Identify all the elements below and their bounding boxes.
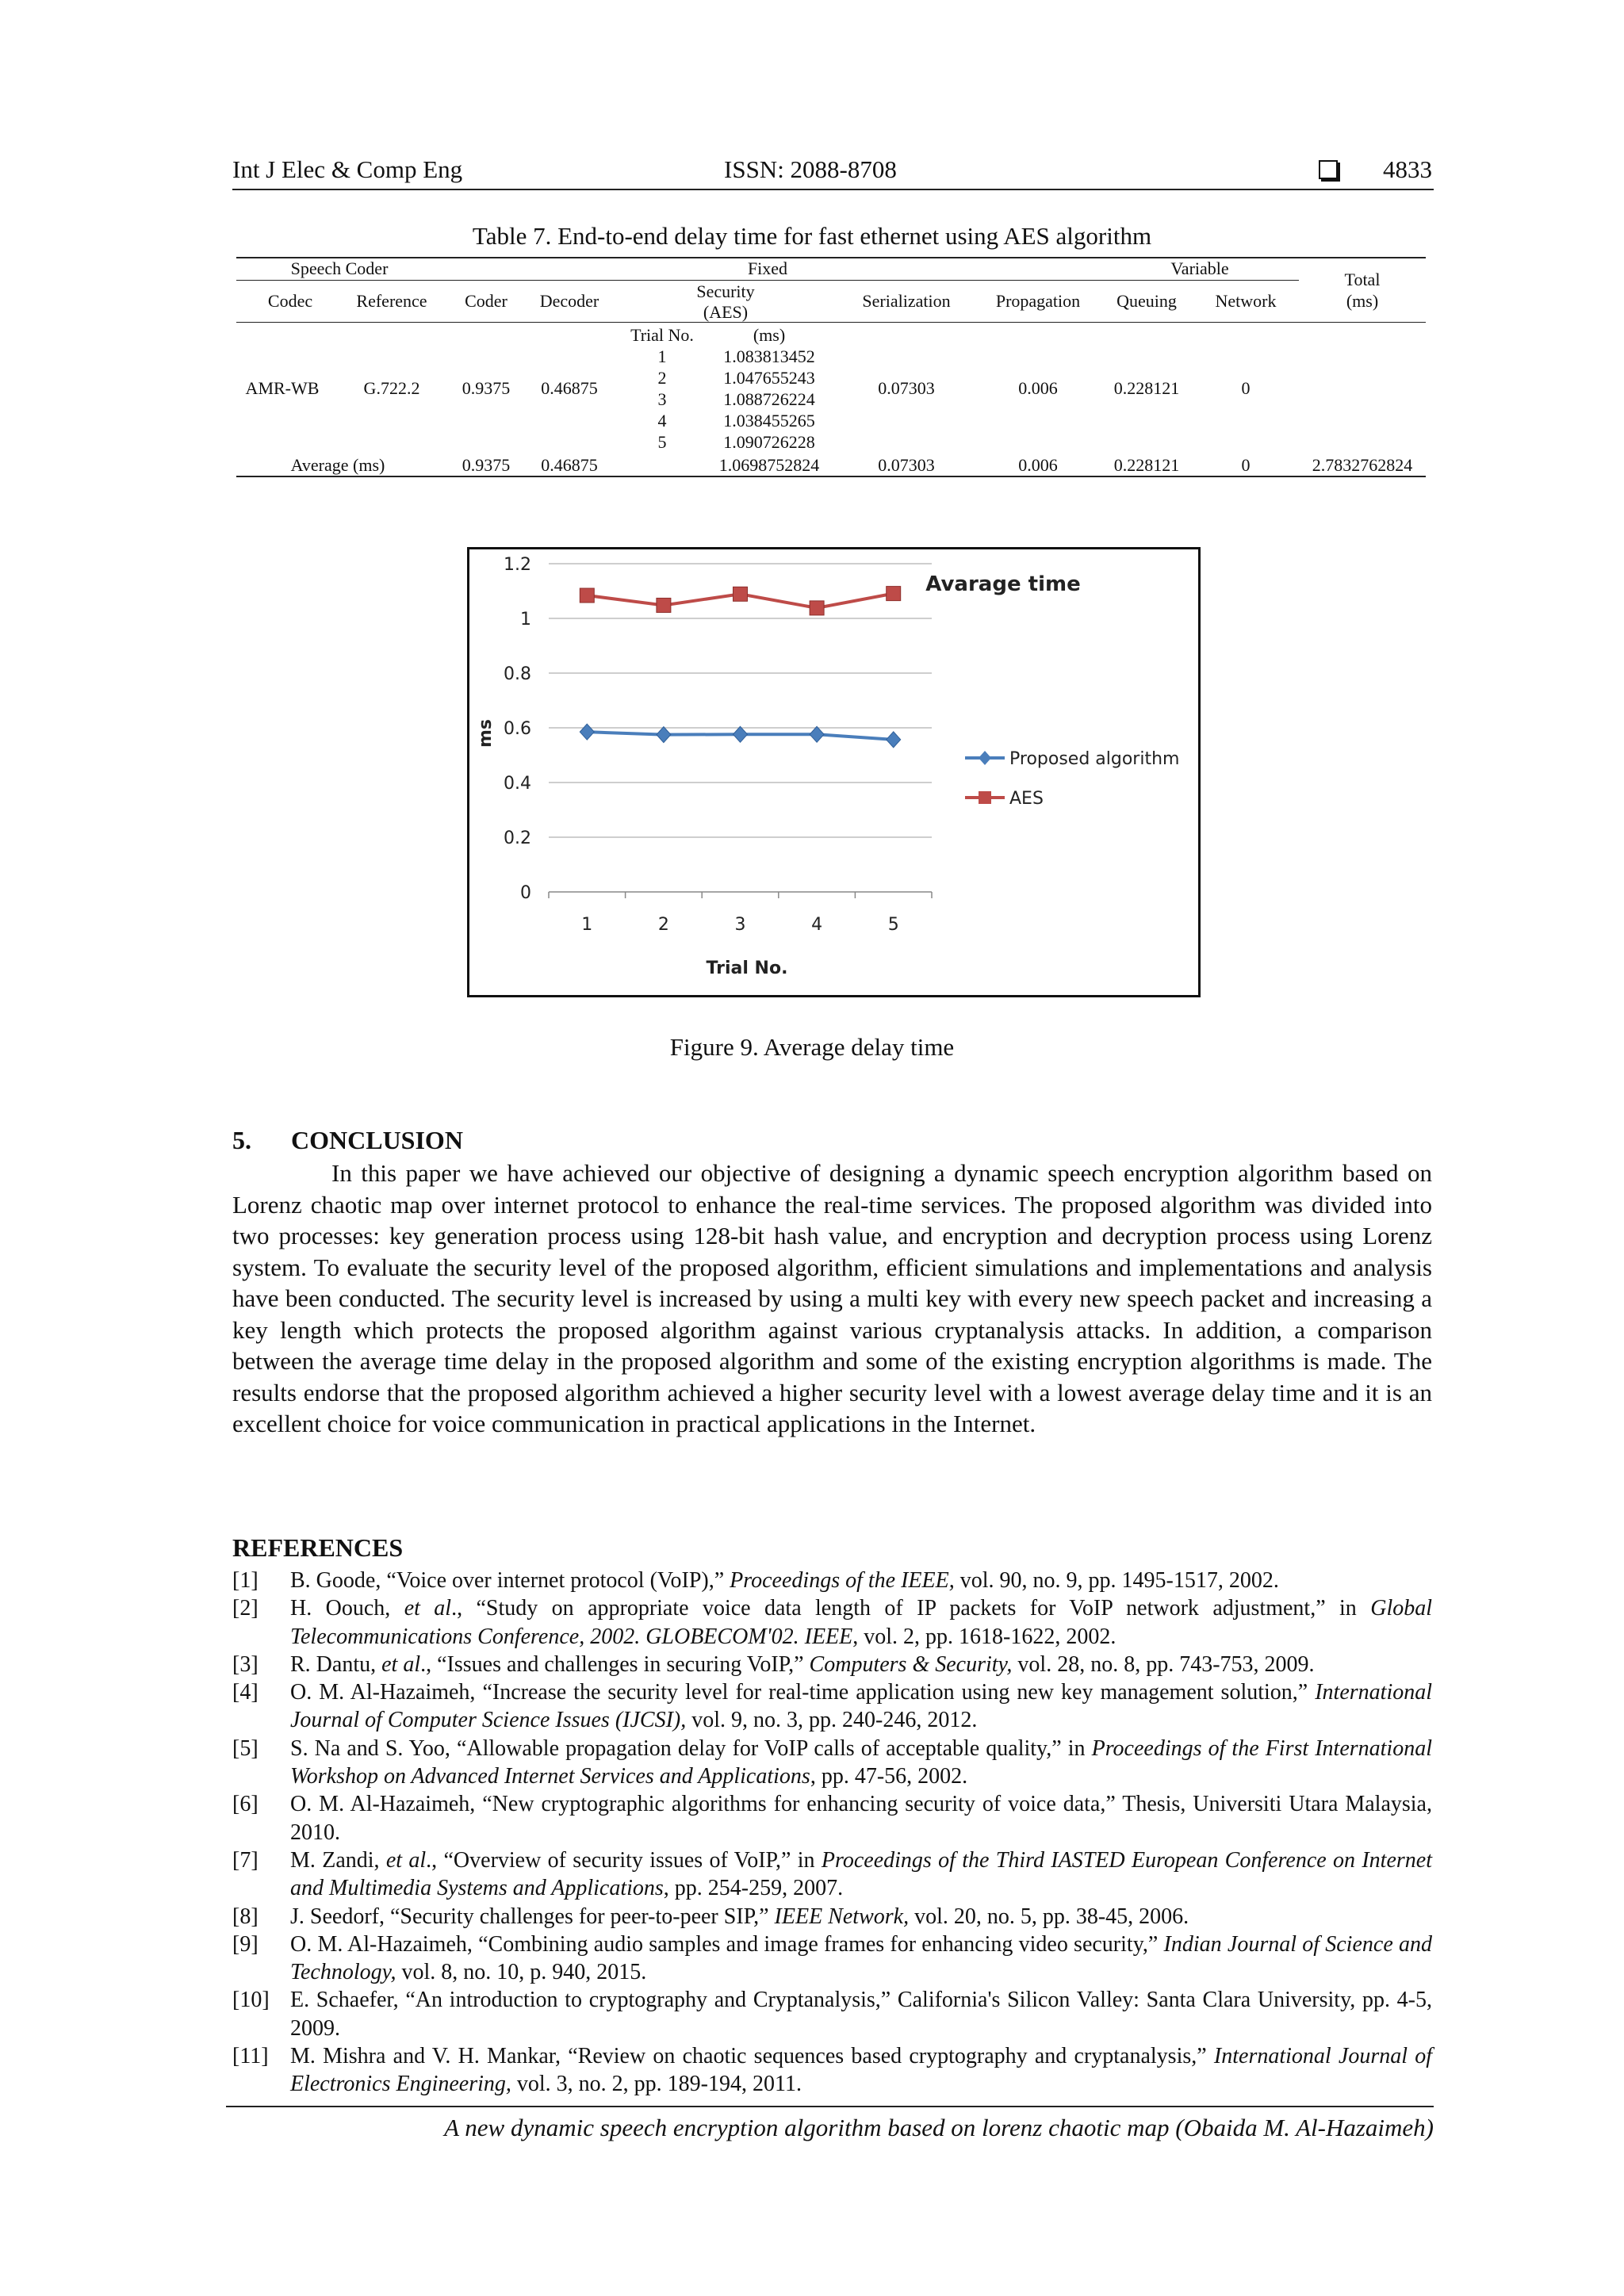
reference-item bbox=[232, 1986, 1432, 2042]
header-coder: Coder bbox=[465, 291, 508, 311]
trial-no: 5 bbox=[657, 432, 667, 452]
reference-item bbox=[232, 1903, 1432, 1931]
y-axis-ticks bbox=[504, 555, 531, 903]
y-axis-label: ms bbox=[476, 718, 496, 748]
trial-value: 1.088726224 bbox=[723, 389, 815, 409]
figure-caption: Figure 9. Average delay time bbox=[669, 1033, 955, 1061]
average-label: Average (ms) bbox=[290, 455, 385, 475]
avg-propagation: 0.006 bbox=[1018, 455, 1058, 475]
reference-segment: ., “Issues and challenges in securing VoIP,” bbox=[420, 1651, 810, 1677]
cell-queuing: 0.228121 bbox=[1113, 378, 1180, 398]
cell-propagation: 0.006 bbox=[1018, 378, 1058, 398]
header-total-unit: (ms) bbox=[1346, 291, 1379, 311]
reference-number: [2] bbox=[232, 1596, 259, 1621]
data-point bbox=[810, 601, 824, 615]
reference-segment: B. Goode, “Voice over internet protocol (VoIP),” bbox=[290, 1568, 730, 1593]
trial-value: 1.047655243 bbox=[723, 368, 815, 388]
header-serialization: Serialization bbox=[862, 291, 951, 311]
reference-item bbox=[232, 1567, 1432, 1594]
reference-italic: IEEE Network, bbox=[774, 1904, 910, 1929]
reference-segment: , pp. 47-56, 2002. bbox=[810, 1764, 968, 1789]
reference-italic: Proceedings of the IEEE, bbox=[730, 1568, 955, 1593]
reference-item bbox=[232, 1594, 1432, 1651]
trial-value: 1.090726228 bbox=[723, 432, 815, 452]
running-footer: A new dynamic speech encryption algorithm based on lorenz chaotic map (Obaida M. Al-Hazaimeh) bbox=[226, 2106, 1434, 2142]
reference-segment: O. M. Al-Hazaimeh, “New cryptographic algorithms for enhancing security of voice data,” Thesis, Universiti Utara Malaysia, 2010. bbox=[290, 1792, 1432, 1845]
reference-segment: H. Oouch, bbox=[290, 1596, 404, 1621]
reference-item bbox=[232, 1678, 1432, 1735]
data-point bbox=[733, 587, 748, 601]
y-tick-label: 0.2 bbox=[504, 828, 531, 848]
data-point bbox=[733, 726, 748, 742]
reference-text bbox=[290, 1903, 1432, 1931]
reference-segment: ., “Study on appropriate voice data length of IP packets for VoIP network adjustment,” in bbox=[451, 1596, 1371, 1621]
reference-segment: E. Schaefer, “An introduction to cryptography and Cryptanalysis,” California's Silicon Valley: Santa Clara University, pp. 4-5, 2009. bbox=[290, 1988, 1432, 2041]
journal-name: Int J Elec & Comp Eng bbox=[232, 155, 463, 183]
avg-network: 0 bbox=[1241, 455, 1251, 475]
avg-security: 1.0698752824 bbox=[718, 455, 820, 475]
avg-serialization: 0.07303 bbox=[878, 455, 935, 475]
reference-item bbox=[232, 1651, 1432, 1678]
header-network: Network bbox=[1215, 291, 1277, 311]
reference-text bbox=[290, 1678, 1432, 1735]
cell-reference: G.722.2 bbox=[363, 378, 420, 398]
reference-segment: R. Dantu, bbox=[290, 1651, 382, 1677]
section-heading bbox=[232, 1126, 463, 1155]
reference-text bbox=[290, 1846, 1432, 1903]
reference-item bbox=[232, 1846, 1432, 1903]
x-tick-label: 4 bbox=[811, 915, 823, 935]
reference-item bbox=[232, 1790, 1432, 1846]
section-number: 5. bbox=[232, 1126, 251, 1154]
x-axis-label: Trial No. bbox=[706, 959, 788, 978]
legend-marker bbox=[979, 791, 991, 804]
reference-italic: et al bbox=[404, 1596, 452, 1621]
header-decoder: Decoder bbox=[539, 291, 599, 311]
avg-decoder: 0.46875 bbox=[541, 455, 598, 475]
avg-total: 2.7832762824 bbox=[1312, 455, 1413, 475]
x-tick-label: 5 bbox=[887, 915, 899, 935]
reference-number: [8] bbox=[232, 1904, 259, 1929]
reference-number: [11] bbox=[232, 2044, 269, 2069]
reference-text bbox=[290, 1594, 1432, 1651]
chart-legend bbox=[965, 749, 1179, 809]
reference-italic: International Journal of Computer Science Issues (IJCSI), bbox=[290, 1680, 1432, 1733]
y-tick-label: 0.4 bbox=[504, 774, 531, 794]
cell-coder: 0.9375 bbox=[462, 378, 511, 398]
references-heading: REFERENCES bbox=[232, 1533, 404, 1562]
group-header-fixed: Fixed bbox=[747, 258, 788, 278]
line-chart bbox=[469, 549, 1198, 995]
reference-segment: J. Seedorf, “Security challenges for peer-to-peer SIP,” bbox=[290, 1904, 775, 1929]
reference-number: [4] bbox=[232, 1680, 259, 1705]
reference-segment: , vol. 2, pp. 1618-1622, 2002. bbox=[852, 1624, 1116, 1649]
reference-text bbox=[290, 1790, 1432, 1846]
reference-italic: et al bbox=[385, 1847, 427, 1873]
reference-italic: Indian Journal of Science and Technology, bbox=[290, 1931, 1432, 1985]
y-tick-label: 0 bbox=[520, 883, 531, 903]
issn: ISSN: 2088-8708 bbox=[724, 155, 897, 183]
reference-text bbox=[290, 2042, 1432, 2099]
reference-number: [9] bbox=[232, 1931, 259, 1957]
reference-item bbox=[232, 1735, 1432, 1791]
reference-text bbox=[290, 1567, 1432, 1594]
y-tick-label: 0.8 bbox=[504, 664, 531, 684]
group-rule bbox=[236, 280, 1299, 281]
legend-label: Proposed algorithm bbox=[1009, 749, 1180, 769]
header-security: Security bbox=[696, 281, 755, 301]
avg-coder: 0.9375 bbox=[462, 455, 511, 475]
reference-number: [6] bbox=[232, 1792, 259, 1817]
reference-item bbox=[232, 1931, 1432, 1987]
running-header bbox=[232, 155, 1434, 190]
trial-value: 1.038455265 bbox=[723, 411, 815, 430]
x-tick-label: 3 bbox=[734, 915, 746, 935]
data-point bbox=[657, 598, 671, 612]
square-bullet-icon bbox=[1319, 160, 1338, 179]
legend-label: AES bbox=[1009, 789, 1044, 809]
reference-text bbox=[290, 1651, 1432, 1678]
reference-segment: vol. 3, no. 2, pp. 189-194, 2011. bbox=[511, 2072, 802, 2097]
table-top-rule bbox=[236, 257, 1426, 258]
header-reference: Reference bbox=[356, 291, 427, 311]
header-security-aes: (AES) bbox=[703, 302, 749, 322]
reference-text bbox=[290, 1931, 1432, 1987]
chart-frame bbox=[467, 547, 1201, 997]
chart-title: Avarage time bbox=[925, 572, 1081, 596]
data-point bbox=[810, 726, 824, 742]
reference-segment: vol. 20, no. 5, pp. 38-45, 2006. bbox=[909, 1904, 1189, 1929]
data-point bbox=[580, 588, 594, 603]
header-propagation: Propagation bbox=[995, 291, 1081, 311]
cell-codec: AMR-WB bbox=[245, 378, 320, 398]
reference-segment: S. Na and S. Yoo, “Allowable propagation delay for VoIP calls of acceptable quality,” in bbox=[290, 1735, 1092, 1761]
reference-segment: vol. 28, no. 8, pp. 743-753, 2009. bbox=[1012, 1651, 1315, 1677]
conclusion-paragraph: In this paper we have achieved our objective of designing a dynamic speech encryption algorithm based on Lorenz chaotic map over internet protocol to enhance the real-time services. The proposed algorithm was divided into two processes: key generation process using 128-bit hash value, and encryption and decryption process using Lorenz system. To evaluate the security level of the proposed algorithm, efficient simulations and implementations and analysis have been conducted. The security level is increased by using a multi key with every new speech packet and increasing a key length which protects the proposed algorithm against various cryptanalysis attacks. In addition, a comparison between the average time delay in the proposed algorithm and some of the existing encryption algorithms is made. The results endorse that the proposed algorithm achieved a higher security level with a lowest average delay time and it is an excellent choice for voice communication in practical applications in the Internet. bbox=[232, 1159, 1432, 1437]
reference-number: [5] bbox=[232, 1735, 259, 1761]
header-codec: Codec bbox=[267, 291, 313, 311]
reference-segment: vol. 90, no. 9, pp. 1495-1517, 2002. bbox=[954, 1568, 1279, 1593]
delay-table bbox=[236, 257, 1426, 477]
reference-text bbox=[290, 1986, 1432, 2042]
reference-number: [3] bbox=[232, 1651, 259, 1677]
cell-network: 0 bbox=[1241, 378, 1251, 398]
header-rule bbox=[236, 322, 1426, 323]
data-point bbox=[887, 587, 901, 601]
table-bottom-rule bbox=[236, 476, 1426, 477]
reference-segment: O. M. Al-Hazaimeh, “Increase the security level for real-time application using new key management solution,” bbox=[290, 1680, 1316, 1705]
trial-no: 3 bbox=[657, 389, 667, 409]
avg-queuing: 0.228121 bbox=[1113, 455, 1180, 475]
reference-list bbox=[232, 1567, 1432, 2099]
reference-segment: M. Mishra and V. H. Mankar, “Review on chaotic sequences based cryptography and cryptanalysis,” bbox=[290, 2044, 1214, 2069]
x-tick-label: 1 bbox=[581, 915, 593, 935]
reference-text bbox=[290, 1735, 1432, 1791]
reference-segment: , pp. 254-259, 2007. bbox=[663, 1876, 844, 1901]
legend-marker bbox=[979, 751, 991, 765]
reference-italic: et al bbox=[381, 1651, 421, 1677]
table-caption: Table 7. End-to-end delay time for fast ethernet using AES algorithm bbox=[472, 222, 1152, 250]
section-title: CONCLUSION bbox=[291, 1126, 463, 1154]
y-tick-label: 1.2 bbox=[504, 555, 531, 575]
cell-decoder: 0.46875 bbox=[541, 378, 598, 398]
reference-segment: M. Zandi, bbox=[290, 1847, 386, 1873]
reference-italic: Computers & Security, bbox=[809, 1651, 1013, 1677]
reference-segment: vol. 9, no. 3, pp. 240-246, 2012. bbox=[686, 1708, 978, 1733]
reference-italic: Global Telecommunications Conference, 2002. GLOBECOM'02. IEEE bbox=[290, 1596, 1432, 1649]
header-queuing: Queuing bbox=[1116, 291, 1177, 311]
ms-header: (ms) bbox=[753, 325, 786, 345]
data-point bbox=[887, 732, 901, 748]
y-tick-label: 0.6 bbox=[504, 719, 531, 739]
trial-no: 4 bbox=[657, 411, 667, 430]
chart-series bbox=[580, 587, 900, 748]
header-total: Total bbox=[1344, 270, 1381, 289]
reference-segment: vol. 8, no. 10, p. 940, 2015. bbox=[396, 1960, 647, 1985]
y-tick-label: 1 bbox=[520, 610, 531, 629]
reference-segment: ., “Overview of security issues of VoIP,” in bbox=[426, 1847, 822, 1873]
group-header-speech-coder: Speech Coder bbox=[290, 258, 389, 278]
data-point bbox=[580, 724, 594, 740]
x-tick-label: 2 bbox=[657, 915, 669, 935]
trial-no: 1 bbox=[657, 346, 667, 366]
reference-segment: O. M. Al-Hazaimeh, “Combining audio samples and image frames for enhancing video security,” bbox=[290, 1931, 1164, 1957]
trial-no: 2 bbox=[657, 368, 667, 388]
cell-serialization: 0.07303 bbox=[878, 378, 935, 398]
reference-number: [7] bbox=[232, 1847, 259, 1873]
reference-number: [1] bbox=[232, 1568, 259, 1593]
reference-number: [10] bbox=[232, 1988, 270, 2013]
trial-value: 1.083813452 bbox=[723, 346, 815, 366]
group-header-variable: Variable bbox=[1170, 258, 1229, 278]
reference-italic: International Journal of Electronics Engineering, bbox=[290, 2044, 1432, 2097]
trial-no-header: Trial No. bbox=[630, 325, 694, 345]
x-axis-ticks bbox=[549, 892, 932, 935]
reference-italic: Proceedings of the Third IASTED European Conference on Internet and Multimedia Systems and Applications bbox=[290, 1847, 1432, 1901]
page-number: 4833 bbox=[1383, 155, 1432, 183]
data-point bbox=[657, 727, 671, 743]
reference-italic: Proceedings of the First International Workshop on Advanced Internet Services and Applications bbox=[290, 1735, 1432, 1789]
reference-item bbox=[232, 2042, 1432, 2099]
